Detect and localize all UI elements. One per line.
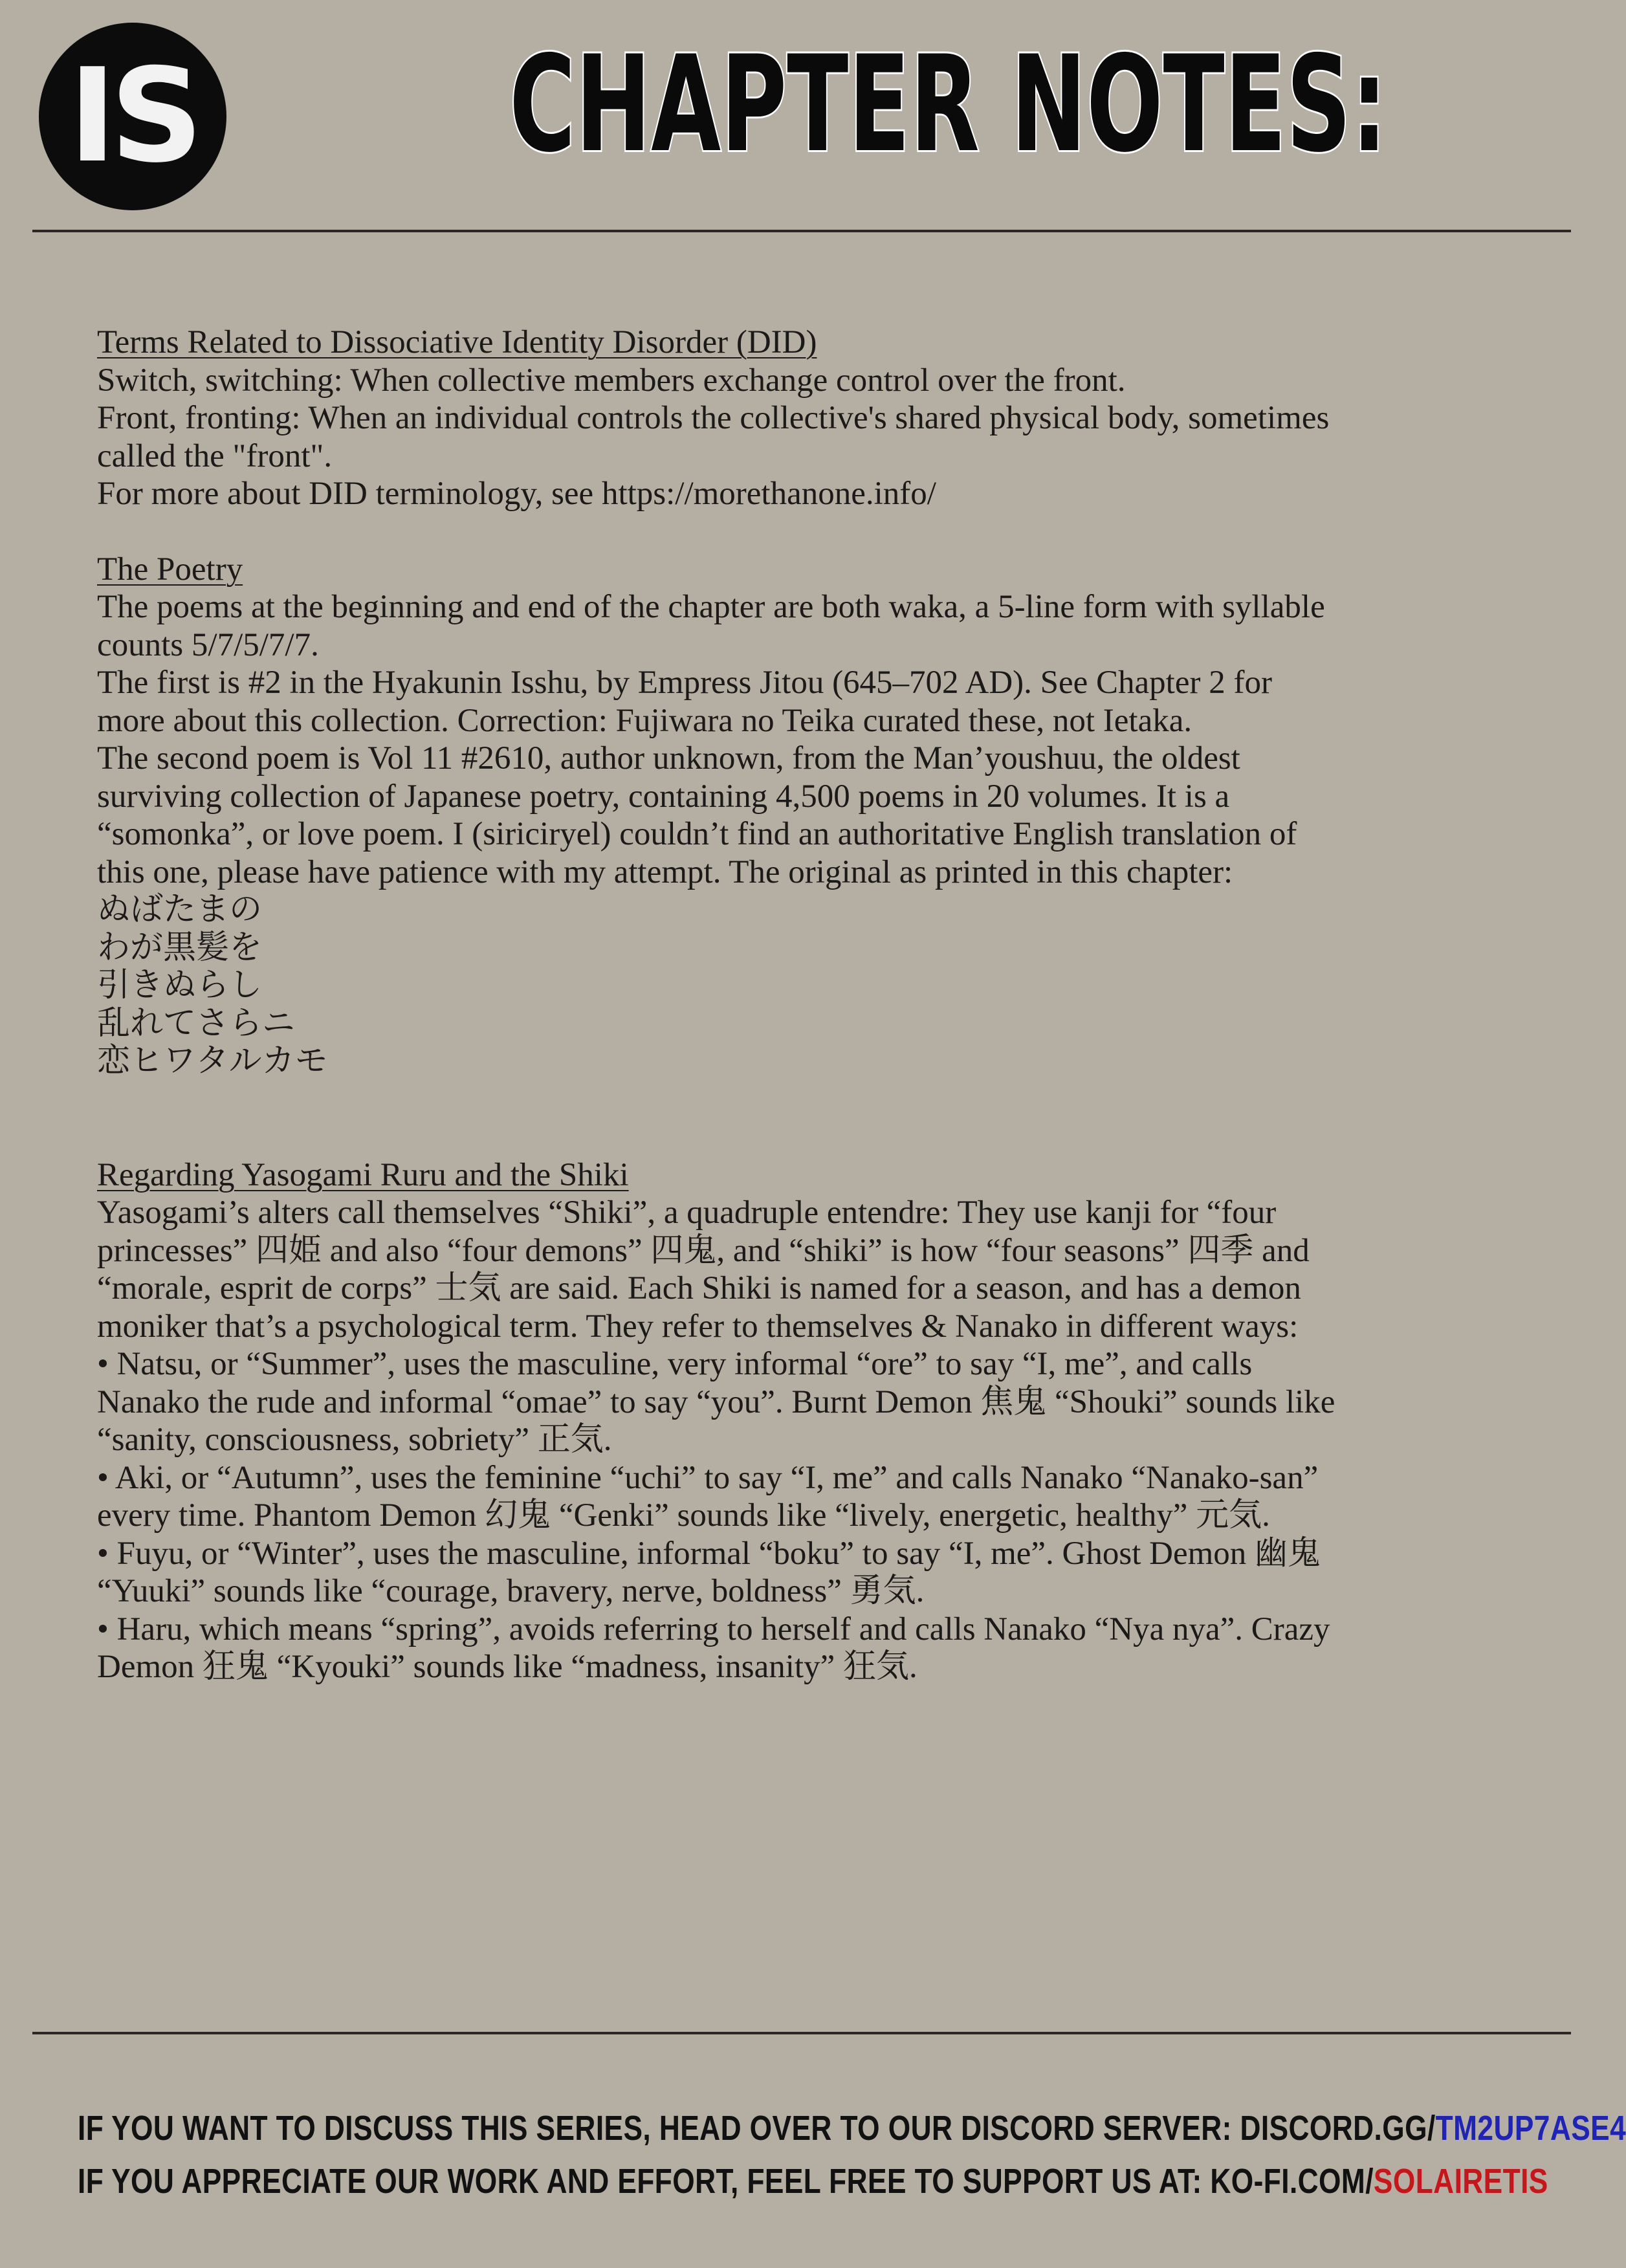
top-divider [32, 230, 1571, 232]
poetry-line: The poems at the beginning and end of the chapter are both waka, a 5-line form with syllable counts 5/7/5/7/7. [97, 589, 1325, 663]
shiki-section [97, 1156, 1339, 1686]
poem-line: 乱れてさらニ [97, 1005, 296, 1042]
poetry-section [97, 551, 1339, 1081]
poetry-line: The second poem is Vol 11 #2610, author unknown, from the Man’youshuu, the oldest surviving collection of Japanese poetry, containing 4,500 poems in 20 volumes. It is a “somonka”, or love poem. I (siriciryel) couldn’t find an authoritative English translation of this one, please have patience with my attempt. The original as printed in this chapter: [97, 740, 1297, 890]
poem-original [97, 891, 1339, 1081]
did-line: Front, fronting: When an individual controls the collective's shared physical body, sometimes called the "front". [97, 400, 1330, 474]
poem-line: 恋ヒワタルカモ [97, 1043, 328, 1079]
poem-line: わが黒髪を [97, 929, 263, 966]
kofi-link[interactable]: SOLAIRETIS [1373, 2162, 1548, 2201]
did-section [97, 324, 1339, 513]
shiki-heading: Regarding Yasogami Ruru and the Shiki [97, 1156, 629, 1193]
poem-line: ぬばたまの [97, 892, 263, 928]
discord-note [78, 2108, 1626, 2148]
kofi-prefix: IF YOU APPRECIATE OUR WORK AND EFFORT, FEEL FREE TO SUPPORT US AT: KO-FI.COM/ [78, 2162, 1374, 2201]
discord-prefix: IF YOU WANT TO DISCUSS THIS SERIES, HEAD OVER TO OUR DISCORD SERVER: DISCORD.GG/ [78, 2109, 1436, 2148]
poem-line: 引きぬらし [97, 967, 263, 1004]
kofi-note [78, 2161, 1548, 2201]
shiki-line: • Aki, or “Autumn”, uses the feminine “uchi” to say “I, me” and calls Nanako “Nanako-san” every time. Phantom Demon 幻鬼 “Genki” sounds like “lively, energetic, healthy” 元気. [97, 1459, 1319, 1534]
poetry-line: The first is #2 in the Hyakunin Isshu, by Empress Jitou (645–702 AD). See Chapter 2 for more about this collection. Correction: Fujiwara no Teika curated these, not Ietaka. [97, 665, 1272, 739]
shiki-line: • Fuyu, or “Winter”, uses the masculine, informal “boku” to say “I, me”. Ghost Demon 幽鬼 “Yuuki” sounds like “courage, bravery, nerve, boldness” 勇気. [97, 1535, 1321, 1609]
did-line: For more about DID terminology, see https://morethanone.info/ [97, 476, 936, 512]
bottom-divider [32, 2032, 1571, 2034]
did-heading: Terms Related to Dissociative Identity Disorder (DID) [97, 324, 817, 360]
shiki-line: Yasogami’s alters call themselves “Shiki”, a quadruple entendre: They use kanji for “four princesses” 四姫 and also “four demons” 四鬼, and “shiki” is how “four seasons” 四季 and “morale, esprit de corps” 士気 are said. Each Shiki is named for a season, and has a demon moniker that’s a psychological term. They refer to themselves & Nanako in different ways: [97, 1195, 1310, 1345]
did-line: Switch, switching: When collective members exchange control over the front. [97, 362, 1126, 399]
page-title: CHAPTER NOTES: [509, 28, 1388, 182]
poetry-heading: The Poetry [97, 551, 243, 588]
notes-content [97, 324, 1339, 1686]
shiki-line: • Natsu, or “Summer”, uses the masculine, very informal “ore” to say “I, me”, and calls Nanako the rude and informal “omae” to say “you”. Burnt Demon 焦鬼 “Shouki” sounds like “sanity, consciousness, sobriety” 正気. [97, 1346, 1335, 1458]
logo-text: IS [68, 41, 197, 192]
discord-link[interactable]: TM2UP7ASE4 [1435, 2109, 1626, 2148]
shiki-line: • Haru, which means “spring”, avoids referring to herself and calls Nanako “Nya nya”. Crazy Demon 狂鬼 “Kyouki” sounds like “madness, insanity” 狂気. [97, 1611, 1330, 1685]
section-spacer [97, 1081, 1339, 1156]
section-spacer [97, 513, 1339, 551]
scanlation-logo [39, 23, 226, 210]
